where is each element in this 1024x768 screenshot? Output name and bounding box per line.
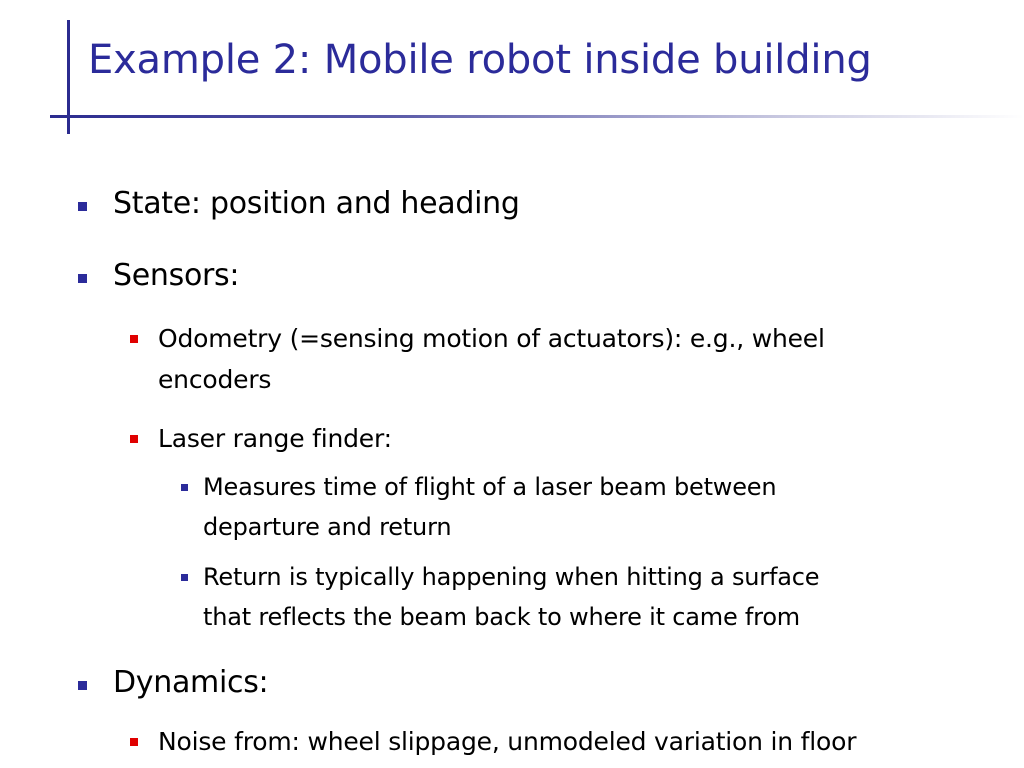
bullet-noise: [158, 721, 856, 762]
bullet-laser-range-finder: [158, 418, 392, 459]
square-bullet-icon: [130, 335, 138, 343]
bullet-line: Laser range finder:: [158, 424, 392, 453]
bullet-line: State: position and heading: [113, 186, 520, 221]
bullet-return-surface: [203, 557, 819, 637]
bullet-line: encoders: [158, 365, 272, 394]
bullet-measures-time-of-flight: [203, 467, 776, 547]
title-horizontal-rule: [50, 115, 1024, 118]
slide-title: Example 2: Mobile robot inside building: [88, 37, 872, 83]
square-bullet-icon: [130, 435, 138, 443]
bullet-sensors: [113, 256, 239, 296]
bullet-line: Dynamics:: [113, 665, 269, 700]
bullet-odometry: [158, 318, 825, 400]
square-bullet-icon: [181, 484, 188, 491]
bullet-line: Odometry (=sensing motion of actuators): e.g., wheel: [158, 324, 825, 353]
bullet-line: Return is typically happening when hitting a surface: [203, 563, 820, 591]
bullet-state: [113, 184, 520, 224]
square-bullet-icon: [130, 738, 138, 746]
bullet-line: Noise from: wheel slippage, unmodeled variation in floor: [158, 727, 857, 756]
bullet-line: Measures time of flight of a laser beam between: [203, 473, 777, 501]
bullet-line: that reflects the beam back to where it came from: [203, 603, 800, 631]
square-bullet-icon: [78, 274, 87, 283]
bullet-line: Sensors:: [113, 258, 240, 293]
bullet-line: departure and return: [203, 513, 452, 541]
square-bullet-icon: [78, 202, 87, 211]
square-bullet-icon: [78, 681, 87, 690]
bullet-dynamics: [113, 663, 268, 703]
square-bullet-icon: [181, 574, 188, 581]
